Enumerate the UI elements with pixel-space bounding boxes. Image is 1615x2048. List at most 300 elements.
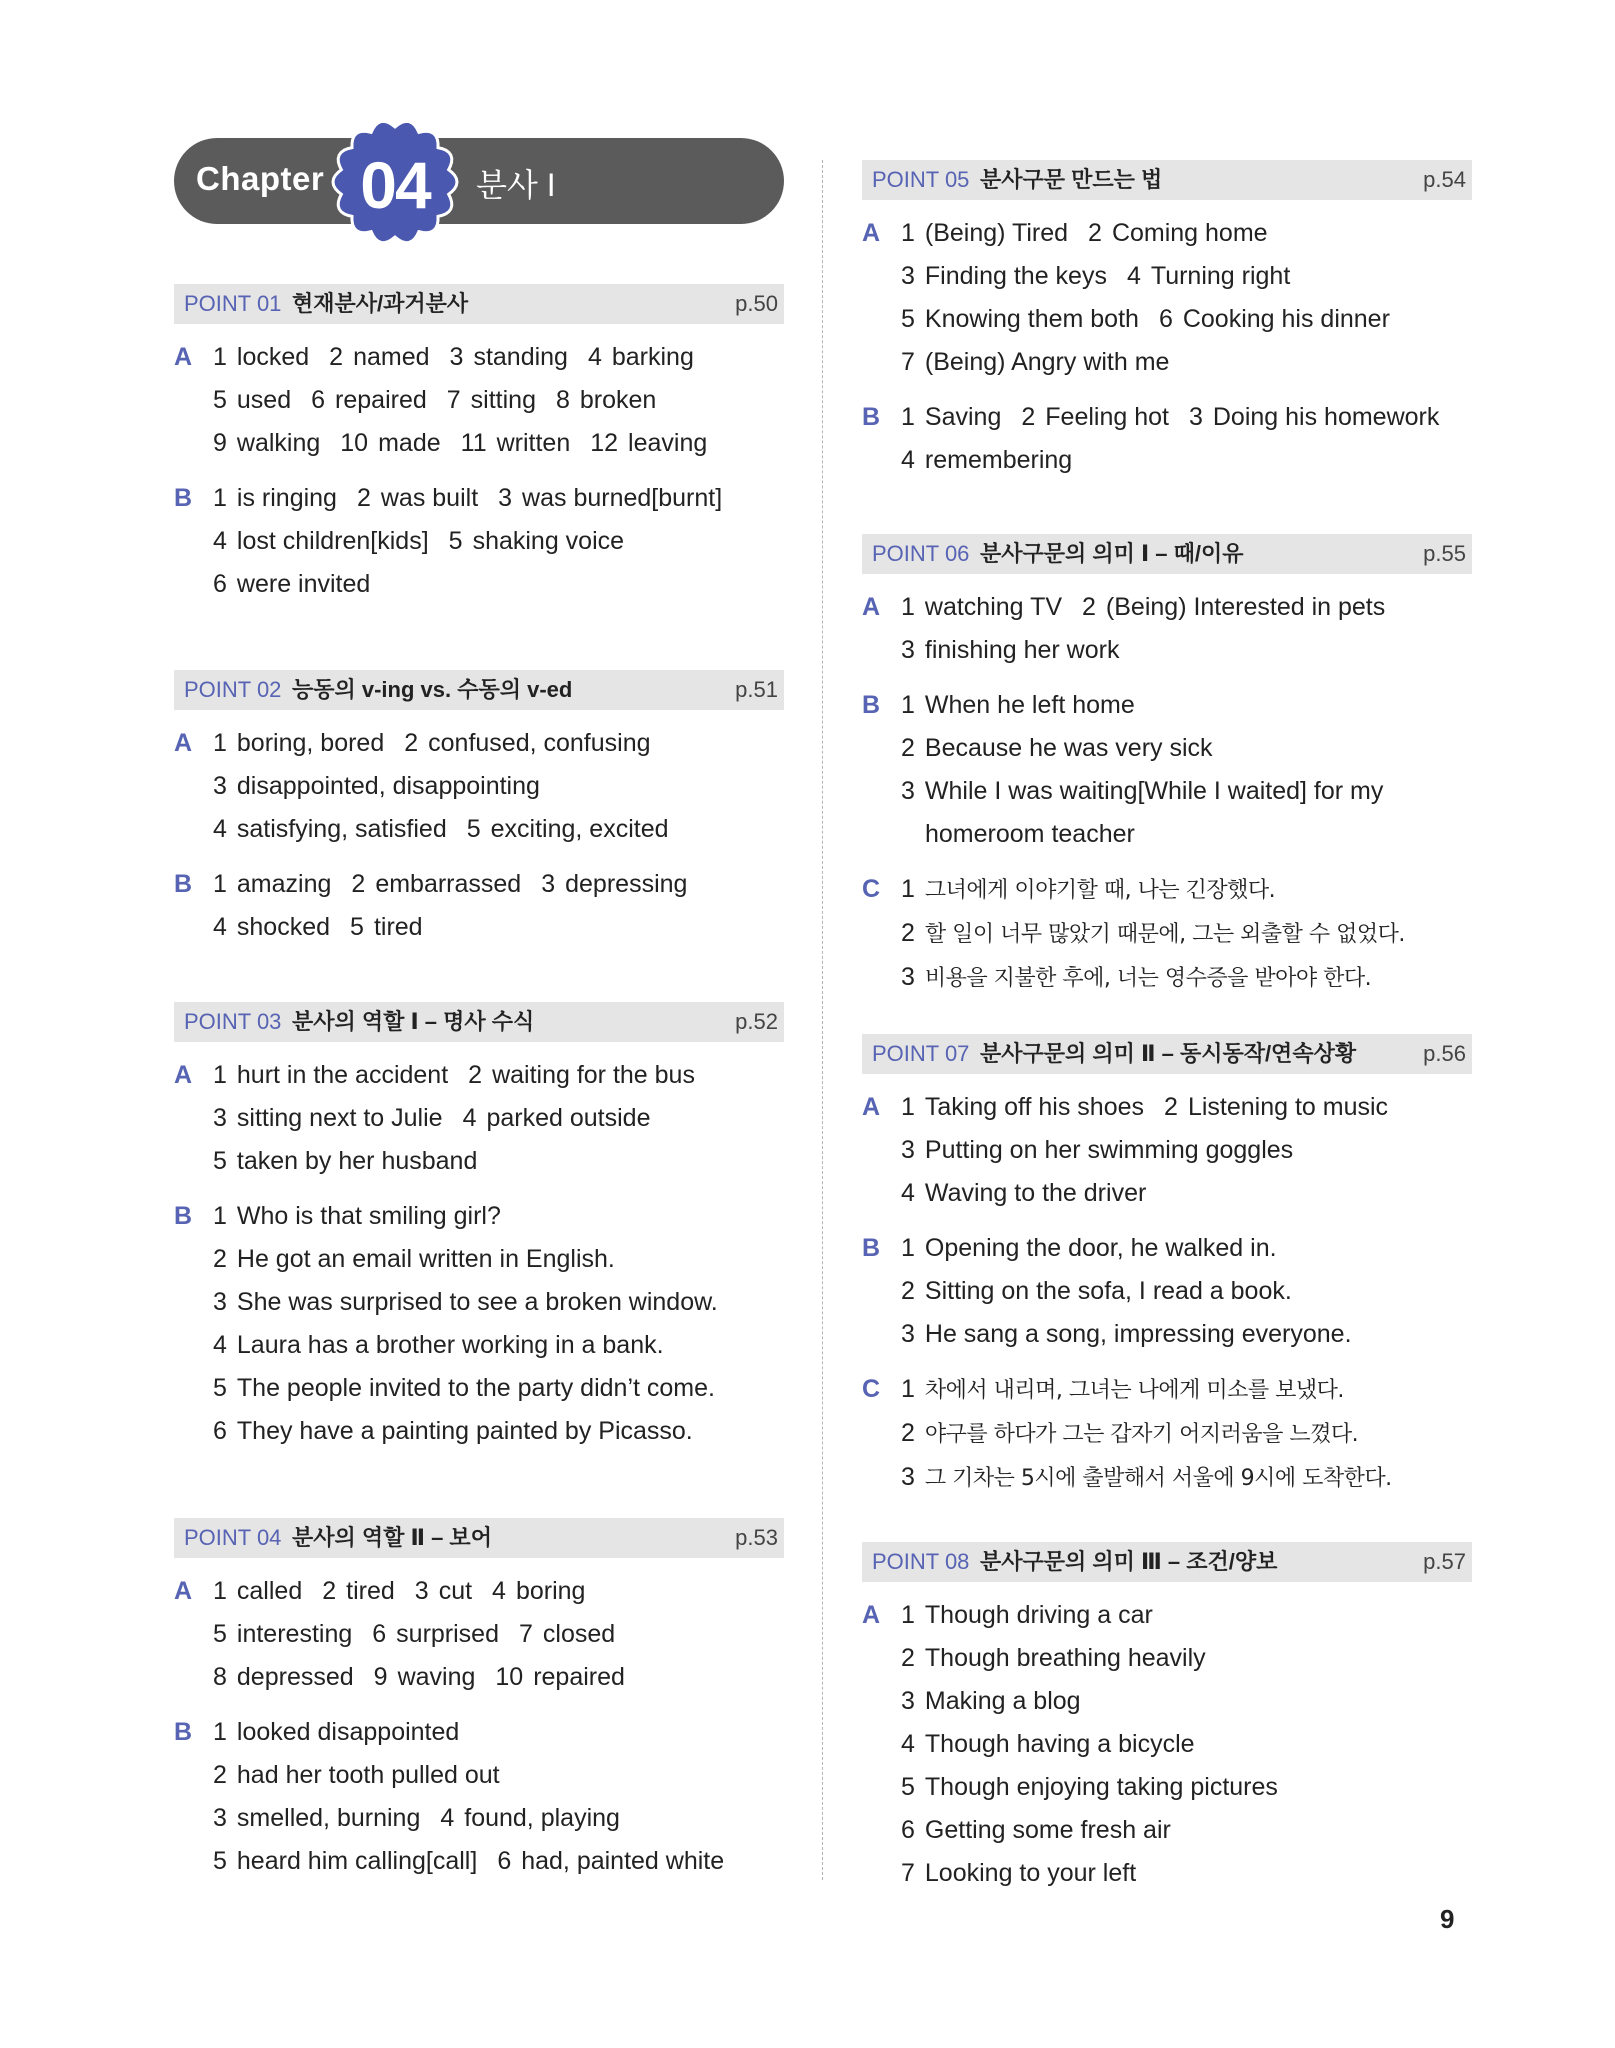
answer-item: [588, 343, 694, 371]
item-text: 그녀에게 이야기할 때, 나는 긴장했다.: [924, 878, 1276, 903]
answer-block: [862, 684, 1472, 856]
item-number: 4: [492, 1577, 506, 1605]
answer-line: [213, 906, 784, 949]
item-text: 할 일이 너무 많았기 때문에, 그는 외출할 수 없었다.: [924, 922, 1405, 947]
answer-block: [862, 586, 1472, 672]
answer-item: [213, 1417, 693, 1445]
answer-item: [450, 343, 568, 371]
answer-line: [213, 1410, 784, 1453]
answer-line: [213, 1711, 784, 1754]
item-text: had, painted white: [521, 1847, 725, 1875]
answer-line: [213, 477, 784, 520]
answer-item: [449, 527, 624, 555]
answer-item: [440, 1804, 620, 1832]
answer-block: [174, 1054, 784, 1183]
answer-line: [213, 1140, 784, 1183]
block-letter: A: [862, 593, 881, 621]
answer-item: [901, 219, 1068, 247]
answer-line: [213, 1797, 784, 1840]
answer-item: [901, 1277, 1292, 1305]
item-number: 2: [329, 343, 344, 371]
item-text: Making a blog: [924, 1687, 1081, 1715]
item-number: 10: [495, 1663, 524, 1691]
item-number: 1: [901, 691, 915, 719]
answer-line: [213, 563, 784, 606]
chapter-title: 분사 I: [476, 167, 556, 203]
item-text: Looking to your left: [924, 1859, 1137, 1887]
item-text: He sang a song, impressing everyone.: [924, 1320, 1352, 1348]
point-section: [174, 1518, 784, 1883]
item-number: 1: [213, 484, 227, 512]
answer-line: [901, 770, 1472, 813]
answer-item: [519, 1620, 615, 1648]
item-number: 12: [590, 429, 619, 457]
item-text: was built: [380, 484, 479, 512]
answer-line: [901, 212, 1472, 255]
answer-item: [901, 919, 1405, 947]
answer-item: [463, 1104, 651, 1132]
block-letter: B: [174, 1718, 193, 1746]
item-text: 차에서 내리며, 그녀는 나에게 미소를 보냈다.: [924, 1378, 1344, 1403]
point-page: p.57: [1423, 1549, 1466, 1574]
answer-item: [213, 870, 331, 898]
item-text: called: [236, 1577, 303, 1605]
item-text: Doing his homework: [1212, 403, 1440, 431]
answer-item: [497, 1847, 724, 1875]
answer-block: [862, 1086, 1472, 1215]
answer-item: [901, 262, 1107, 290]
item-text: (Being) Angry with me: [924, 348, 1170, 376]
item-number: 2: [901, 1419, 915, 1447]
answer-item: [213, 1620, 352, 1648]
item-number: 3: [901, 636, 915, 664]
answer-line: [213, 1754, 784, 1797]
item-text: was burned[burnt]: [522, 484, 723, 512]
answer-item: [340, 429, 440, 457]
block-letter: B: [174, 870, 193, 898]
item-text: shocked: [236, 913, 331, 941]
point-header: [862, 534, 1472, 574]
answer-line: [901, 1637, 1472, 1680]
answer-item: [901, 1601, 1153, 1629]
answer-line: [213, 1367, 784, 1410]
item-number: 6: [311, 386, 326, 414]
item-number: 8: [555, 386, 570, 414]
answer-line: [901, 1129, 1472, 1172]
item-text: homeroom teacher: [925, 820, 1135, 848]
item-text: Because he was very sick: [924, 734, 1213, 762]
answer-block: [862, 868, 1472, 1000]
point-page: p.55: [1423, 541, 1466, 566]
point-title: 분사의 역할 Ⅰ – 명사 수식: [292, 1009, 535, 1034]
answer-item: [901, 1816, 1171, 1844]
item-number: 5: [448, 527, 463, 555]
answer-line: [901, 813, 1472, 856]
point-title: 분사구문의 의미 Ⅲ – 조건/양보: [980, 1549, 1278, 1574]
item-number: 3: [449, 343, 464, 371]
answer-item: [901, 1093, 1144, 1121]
item-text: made: [378, 429, 441, 457]
block-letter: A: [862, 1601, 881, 1629]
answer-item: [213, 1147, 477, 1175]
item-number: 4: [213, 1331, 227, 1359]
item-text: sitting: [470, 386, 536, 414]
item-number: 1: [901, 1093, 915, 1121]
item-number: 4: [587, 343, 602, 371]
answer-block: [174, 477, 784, 606]
item-text: heard him calling[call]: [236, 1847, 478, 1875]
answer-item: [1189, 403, 1439, 431]
point-title: 분사의 역할 Ⅱ – 보어: [292, 1525, 492, 1550]
answer-item: [901, 875, 1275, 903]
item-text: Though breathing heavily: [924, 1644, 1206, 1672]
item-number: 5: [350, 913, 364, 941]
item-text: Who is that smiling girl?: [236, 1202, 501, 1230]
item-text: While I was waiting[While I waited] for my: [924, 777, 1384, 805]
answer-item: [213, 386, 291, 414]
item-number: 3: [901, 1463, 915, 1491]
answer-item: [213, 429, 320, 457]
answer-line: [901, 298, 1472, 341]
answer-line: [213, 1054, 784, 1097]
point-header: [862, 1542, 1472, 1582]
item-number: 1: [213, 343, 227, 371]
item-text: Turning right: [1150, 262, 1291, 290]
item-text: Cooking his dinner: [1182, 305, 1390, 333]
answer-line: [901, 1086, 1472, 1129]
answer-line: [901, 1809, 1472, 1852]
item-number: 7: [446, 386, 461, 414]
item-text: When he left home: [924, 691, 1135, 719]
column-divider: [822, 160, 823, 1880]
page-number: 9: [1440, 1904, 1455, 1934]
block-letter: B: [862, 403, 881, 431]
answer-line: [901, 439, 1472, 482]
item-text: taken by her husband: [236, 1147, 478, 1175]
answer-line: [213, 1324, 784, 1367]
answer-item: [213, 570, 370, 598]
item-text: had her tooth pulled out: [236, 1761, 500, 1789]
item-number: 5: [901, 305, 915, 333]
answer-item: [590, 429, 707, 457]
answer-item: [213, 1718, 459, 1746]
point-section: [174, 670, 784, 949]
item-text: Feeling hot: [1045, 403, 1169, 431]
item-text: closed: [542, 1620, 616, 1648]
item-text: tired: [346, 1577, 395, 1605]
answer-item: [213, 343, 309, 371]
item-text: smelled, burning: [236, 1804, 421, 1832]
answer-item: [901, 1419, 1358, 1447]
item-text: finishing her work: [924, 636, 1120, 664]
answer-block: [862, 1368, 1472, 1500]
answer-item: [901, 1644, 1206, 1672]
answer-item: [213, 1061, 448, 1089]
block-letter: B: [862, 1234, 881, 1262]
answer-line: [901, 1680, 1472, 1723]
item-number: 3: [1188, 403, 1203, 431]
item-text: repaired: [335, 386, 427, 414]
item-number: 2: [404, 729, 419, 757]
answer-line: [213, 336, 784, 379]
answer-item: [322, 1577, 395, 1605]
point-header: [174, 1518, 784, 1558]
answer-item: [461, 429, 571, 457]
point-title: 분사구문의 의미 Ⅰ – 때/이유: [980, 541, 1244, 566]
answer-item: [901, 348, 1169, 376]
item-number: 5: [213, 386, 227, 414]
block-letter: C: [862, 875, 881, 903]
answer-line: [901, 1766, 1472, 1809]
item-number: 3: [213, 1804, 227, 1832]
item-number: 2: [468, 1061, 483, 1089]
answer-line: [901, 1412, 1472, 1456]
answer-line: [901, 912, 1472, 956]
item-text: looked disappointed: [236, 1718, 460, 1746]
answer-line: [213, 808, 784, 851]
answer-line: [901, 629, 1472, 672]
answer-line: [901, 396, 1472, 439]
point-label: POINT 08: [872, 1549, 970, 1574]
point-title: 현재분사/과거분사: [292, 291, 469, 316]
item-text: Finding the keys: [924, 262, 1107, 290]
answer-item: [1082, 593, 1385, 621]
item-number: 9: [213, 429, 227, 457]
block-letter: A: [174, 729, 193, 757]
answer-line: [901, 684, 1472, 727]
item-number: 4: [213, 527, 227, 555]
answer-line: [901, 727, 1472, 770]
item-text: They have a painting painted by Picasso.: [236, 1417, 693, 1445]
point-title: 분사구문의 의미 Ⅱ – 동시동작/연속상황: [980, 1041, 1357, 1066]
answer-block: [174, 1570, 784, 1699]
item-number: 5: [901, 1773, 915, 1801]
item-number: 1: [901, 1375, 915, 1403]
item-text: Opening the door, he walked in.: [924, 1234, 1277, 1262]
answer-line: [213, 422, 784, 465]
item-number: 1: [213, 1577, 227, 1605]
answer-item: [329, 343, 429, 371]
answer-item: [901, 1320, 1352, 1348]
answer-item: [447, 386, 536, 414]
item-text: barking: [611, 343, 694, 371]
item-number: 4: [901, 446, 915, 474]
answer-item: [213, 1374, 715, 1402]
item-number: 4: [213, 815, 227, 843]
item-number: 3: [498, 484, 513, 512]
answer-item: [213, 1847, 477, 1875]
chapter-word: Chapter: [196, 160, 325, 197]
item-text: 비용을 지불한 후에, 너는 영수증을 받아야 한다.: [924, 966, 1372, 991]
block-letter: A: [174, 1061, 193, 1089]
answer-item: [1088, 219, 1268, 247]
item-number: 1: [213, 729, 227, 757]
answer-item: [901, 963, 1371, 991]
item-number: 4: [901, 1730, 915, 1758]
point-page: p.50: [735, 291, 778, 316]
point-header: [862, 160, 1472, 200]
answer-item: [901, 1859, 1136, 1887]
block-letter: A: [174, 1577, 193, 1605]
answer-block: [174, 336, 784, 465]
answer-item: [901, 1136, 1293, 1164]
answer-item: [925, 820, 1135, 848]
answer-item: [541, 870, 687, 898]
answer-line: [213, 1656, 784, 1699]
item-number: 7: [901, 1859, 915, 1887]
answer-item: [213, 1202, 501, 1230]
answer-line: [901, 1456, 1472, 1500]
answer-line: [901, 956, 1472, 1000]
answer-block: [174, 722, 784, 851]
item-number: 3: [901, 1136, 915, 1164]
item-number: 2: [901, 1277, 915, 1305]
item-text: (Being) Interested in pets: [1105, 593, 1386, 621]
answer-line: [901, 1227, 1472, 1270]
answer-item: [213, 772, 540, 800]
item-text: Coming home: [1111, 219, 1268, 247]
block-letter: B: [174, 1202, 193, 1230]
answer-item: [901, 1773, 1278, 1801]
answer-block: [174, 1195, 784, 1453]
point-title: 능동의 v-ing vs. 수동의 v-ed: [292, 677, 573, 702]
item-number: 11: [460, 429, 487, 457]
block-letter: A: [862, 1093, 881, 1121]
item-number: 4: [213, 913, 227, 941]
answer-item: [350, 913, 423, 941]
answer-item: [901, 1730, 1195, 1758]
item-text: Though having a bicycle: [924, 1730, 1195, 1758]
answer-line: [213, 379, 784, 422]
item-text: Sitting on the sofa, I read a book.: [924, 1277, 1292, 1305]
block-letter: C: [862, 1375, 881, 1403]
item-text: 그 기차는 5시에 출발해서 서울에 9시에 도착한다.: [924, 1466, 1392, 1491]
item-number: 1: [213, 1202, 227, 1230]
point-section: [862, 1034, 1472, 1500]
item-text: shaking voice: [472, 527, 625, 555]
item-text: cut: [438, 1577, 473, 1605]
point-page: p.54: [1423, 167, 1466, 192]
item-number: 1: [213, 1718, 227, 1746]
answer-item: [1159, 305, 1390, 333]
item-number: 5: [213, 1847, 227, 1875]
point-header: [174, 284, 784, 324]
answer-item: [213, 1288, 718, 1316]
answer-line: [901, 1852, 1472, 1895]
item-number: 2: [213, 1761, 227, 1789]
answer-line: [213, 520, 784, 563]
answer-item: [404, 729, 650, 757]
answer-line: [901, 586, 1472, 629]
item-text: boring, bored: [236, 729, 385, 757]
item-number: 3: [901, 777, 915, 805]
item-number: 3: [213, 1104, 227, 1132]
point-page: p.52: [735, 1009, 778, 1034]
answer-line: [213, 1281, 784, 1324]
point-section: [174, 1002, 784, 1453]
item-text: leaving: [628, 429, 708, 457]
item-text: 야구를 하다가 그는 갑자기 어지러움을 느꼈다.: [924, 1422, 1359, 1447]
point-header: [862, 1034, 1472, 1074]
item-number: 7: [519, 1620, 533, 1648]
point-label: POINT 07: [872, 1041, 970, 1066]
item-text: Getting some fresh air: [924, 1816, 1171, 1844]
item-text: is ringing: [236, 484, 337, 512]
answer-item: [213, 1663, 354, 1691]
item-number: 3: [414, 1577, 429, 1605]
item-number: 4: [462, 1104, 477, 1132]
item-text: boring: [515, 1577, 586, 1605]
item-number: 2: [356, 484, 371, 512]
item-text: depressing: [565, 870, 688, 898]
item-number: 2: [901, 919, 915, 947]
item-text: broken: [579, 386, 657, 414]
item-number: 3: [213, 1288, 227, 1316]
item-text: Putting on her swimming goggles: [924, 1136, 1294, 1164]
answer-item: [213, 1804, 420, 1832]
answer-line: [213, 1570, 784, 1613]
answer-line: [901, 1172, 1472, 1215]
chapter-banner: [174, 138, 784, 224]
item-number: 2: [1021, 403, 1036, 431]
answer-item: [213, 484, 337, 512]
item-number: 2: [322, 1577, 337, 1605]
answer-item: [213, 1104, 443, 1132]
point-header: [174, 1002, 784, 1042]
item-text: confused, confusing: [428, 729, 651, 757]
block-letter: A: [174, 343, 193, 371]
answer-item: [901, 734, 1213, 762]
item-text: used: [236, 386, 292, 414]
item-number: 5: [466, 815, 481, 843]
item-text: Saving: [924, 403, 1002, 431]
item-text: He got an email written in English.: [236, 1245, 615, 1273]
item-number: 7: [901, 348, 915, 376]
item-number: 5: [213, 1147, 227, 1175]
answer-item: [901, 1375, 1344, 1403]
item-number: 1: [901, 1234, 915, 1262]
item-text: Listening to music: [1187, 1093, 1389, 1121]
point-label: POINT 03: [184, 1009, 282, 1034]
item-text: Taking off his shoes: [924, 1093, 1145, 1121]
item-number: 1: [901, 403, 915, 431]
item-text: exciting, excited: [490, 815, 669, 843]
item-text: Though enjoying taking pictures: [924, 1773, 1278, 1801]
item-text: walking: [236, 429, 321, 457]
item-number: 1: [213, 870, 227, 898]
item-text: sitting next to Julie: [236, 1104, 443, 1132]
item-number: 3: [901, 963, 915, 991]
item-number: 6: [497, 1847, 512, 1875]
answer-item: [901, 691, 1135, 719]
answer-item: [467, 815, 669, 843]
point-label: POINT 02: [184, 677, 282, 702]
item-text: watching TV: [924, 593, 1063, 621]
point-page: p.51: [735, 677, 778, 702]
answer-item: [495, 1663, 625, 1691]
point-section: [862, 534, 1472, 1000]
answer-line: [901, 1368, 1472, 1412]
item-text: repaired: [533, 1663, 625, 1691]
item-number: 2: [213, 1245, 227, 1273]
answer-item: [901, 1234, 1277, 1262]
item-number: 2: [1164, 1093, 1178, 1121]
item-text: parked outside: [486, 1104, 651, 1132]
item-text: (Being) Tired: [924, 219, 1069, 247]
answer-item: [213, 527, 429, 555]
answer-line: [213, 1613, 784, 1656]
item-number: 3: [541, 870, 556, 898]
